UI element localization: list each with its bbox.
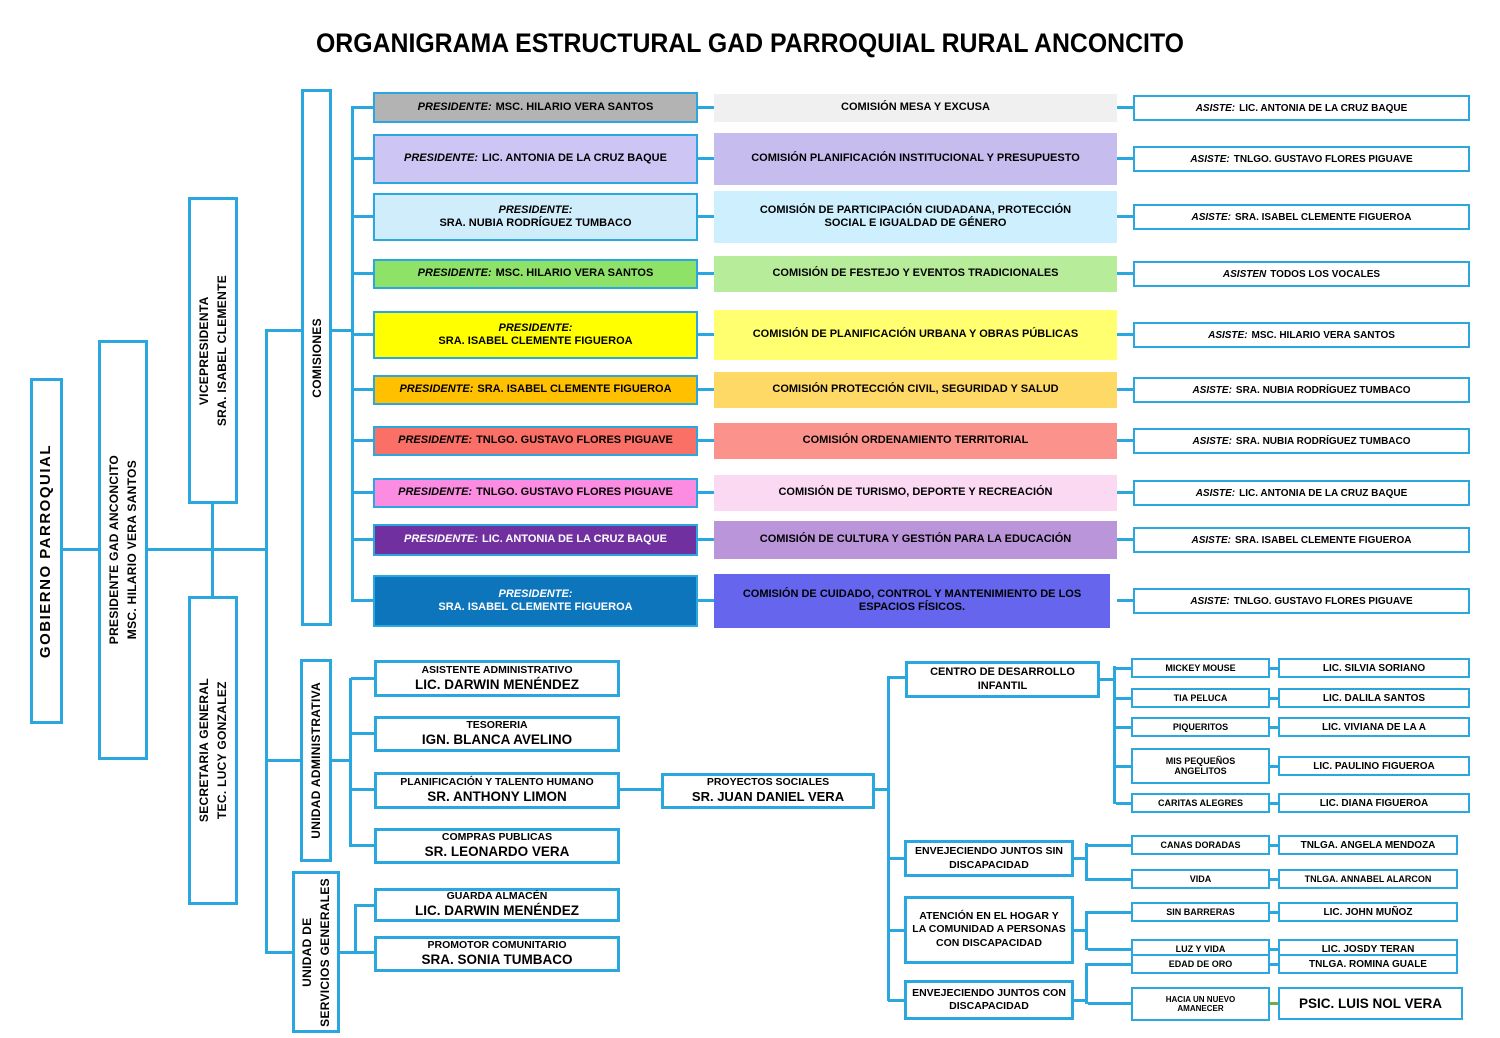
connector-line — [698, 215, 714, 218]
unidad-servicios-box — [292, 871, 340, 1033]
connector-line — [620, 788, 661, 791]
connector-line — [351, 157, 373, 160]
connector-line — [351, 106, 373, 109]
comision-proteccion-civil: COMISIÓN PROTECCIÓN CIVIL, SEGURIDAD Y SALUD — [714, 372, 1117, 408]
gobierno-parroquial-label: GOBIERNO PARROQUIAL — [37, 443, 55, 659]
connector-line — [1116, 697, 1131, 700]
presidente-box-turismo: PRESIDENTE: TNLGO. GUSTAVO FLORES PIGUAVE — [373, 478, 698, 508]
connector-line — [351, 788, 374, 791]
connector-line — [1270, 963, 1278, 966]
comision-planificacion-urbana: COMISIÓN DE PLANIFICACIÓN URBANA Y OBRAS PÚBLICAS — [714, 310, 1117, 360]
connector-line — [698, 599, 714, 602]
comision-ordenamiento-territorial: COMISIÓN ORDENAMIENTO TERRITORIAL — [714, 423, 1117, 459]
teacher-viviana-de-la-a: LIC. VIVIANA DE LA A — [1278, 717, 1470, 737]
secretaria-role: SECRETARIA GENERAL — [197, 678, 211, 823]
page-title: ORGANIGRAMA ESTRUCTURAL GAD PARROQUIAL RURAL ANCONCITO — [315, 28, 1185, 58]
connector-line — [1270, 726, 1278, 729]
connector-line — [351, 732, 374, 735]
connector-line — [1117, 388, 1133, 391]
connector-line — [1270, 697, 1278, 700]
connector-line — [1117, 599, 1133, 602]
asiste-box-mesa: ASISTE: LIC. ANTONIA DE LA CRUZ BAQUE — [1133, 95, 1470, 121]
presidente-box-mesa: PRESIDENTE: MSC. HILARIO VERA SANTOS — [373, 92, 698, 123]
presidente-gad-role: PRESIDENTE GAD ANCONCITO — [107, 455, 121, 645]
connector-line — [1117, 215, 1133, 218]
teacher-paulino-figueroa: LIC. PAULINO FIGUEROA — [1278, 756, 1470, 776]
asiste-box-participacion: ASISTE: SRA. ISABEL CLEMENTE FIGUEROA — [1133, 204, 1470, 230]
connector-line — [1117, 333, 1133, 336]
connector-line — [1088, 963, 1131, 966]
program-mickey-mouse: MICKEY MOUSE — [1131, 658, 1270, 678]
unidad-servicios-label-1: UNIDAD DE — [300, 917, 314, 987]
teacher-angela-mendoza: TNLGA. ANGELA MENDOZA — [1278, 835, 1458, 855]
connector-line — [888, 999, 905, 1002]
program-luz-y-vida: LUZ Y VIDA — [1131, 939, 1270, 959]
program-vida: VIDA — [1131, 869, 1270, 889]
connector-line — [698, 272, 714, 275]
hub-envejeciendo-con-discapacidad: ENVEJECIENDO JUNTOS CON DISCAPACIDAD — [904, 980, 1074, 1020]
cell-compras-publicas: COMPRAS PUBLICAS SR. LEONARDO VERA — [374, 828, 620, 864]
connector-line — [267, 329, 301, 332]
presidente-box-urbana: PRESIDENTE: SRA. ISABEL CLEMENTE FIGUEROA — [373, 311, 698, 359]
connector-line — [698, 333, 714, 336]
unidad-administrativa-box — [300, 659, 332, 862]
comision-cultura-gestion: COMISIÓN DE CULTURA Y GESTIÓN PARA LA EDUCACIÓN — [714, 521, 1117, 559]
connector-line — [356, 904, 374, 907]
vicepresidenta-box — [188, 197, 238, 504]
connector-line — [1270, 765, 1278, 768]
hub-atencion-hogar: ATENCIÓN EN EL HOGAR Y LA COMUNIDAD A PERSONAS CON DISCAPACIDAD — [904, 896, 1074, 964]
teacher-diana-figueroa: LIC. DIANA FIGUEROA — [1278, 793, 1470, 813]
connector-line — [351, 388, 373, 391]
presidente-box-cuidado: PRESIDENTE: SRA. ISABEL CLEMENTE FIGUEROA — [373, 575, 698, 627]
connector-line — [351, 491, 373, 494]
program-tia-peluca: TIA PELUCA — [1131, 688, 1270, 708]
connector-line — [887, 676, 890, 1001]
connector-line — [1117, 491, 1133, 494]
connector-line — [63, 548, 267, 551]
connector-line — [1270, 667, 1278, 670]
connector-line — [1100, 678, 1114, 681]
presidente-box-ordenamiento: PRESIDENTE: TNLGO. GUSTAVO FLORES PIGUAVE — [373, 426, 698, 456]
connector-line — [1116, 726, 1131, 729]
program-edad-de-oro: EDAD DE ORO — [1131, 954, 1270, 974]
connector-line — [698, 106, 714, 109]
connector-line — [1074, 929, 1085, 932]
asiste-box-urbana: ASISTE: MSC. HILARIO VERA SANTOS — [1133, 322, 1470, 348]
connector-line — [698, 157, 714, 160]
presidente-box-participacion: PRESIDENTE: SRA. NUBIA RODRÍGUEZ TUMBACO — [373, 193, 698, 241]
program-hacia-un-nuevo-amanecer: HACIA UN NUEVO AMANECER — [1131, 987, 1270, 1021]
hub-envejeciendo-sin-discapacidad: ENVEJECIENDO JUNTOS SIN DISCAPACIDAD — [904, 840, 1074, 877]
comision-festejo-eventos: COMISIÓN DE FESTEJO Y EVENTOS TRADICIONALES — [714, 256, 1117, 292]
connector-line — [888, 676, 905, 679]
connector-line — [888, 857, 905, 860]
connector-line — [351, 677, 374, 680]
hub-centro-desarrollo-infantil: CENTRO DE DESARROLLO INFANTIL — [905, 661, 1100, 698]
connector-line — [1270, 948, 1278, 951]
connector-line — [354, 904, 357, 954]
program-sin-barreras: SIN BARRERAS — [1131, 902, 1270, 922]
cell-asistente-administrativo: ASISTENTE ADMINISTRATIVO LIC. DARWIN MENÉNDEZ — [374, 660, 620, 697]
connector-line — [1088, 878, 1131, 881]
presidente-box-proteccion: PRESIDENTE: SRA. ISABEL CLEMENTE FIGUEROA — [373, 375, 698, 405]
connector-line — [1113, 666, 1116, 804]
presidente-box-festejo: PRESIDENTE: MSC. HILARIO VERA SANTOS — [373, 259, 698, 289]
connector-line — [351, 106, 354, 602]
connector-line — [1116, 667, 1131, 670]
connector-line — [1270, 911, 1278, 914]
comision-turismo-deporte: COMISIÓN DE TURISMO, DEPORTE Y RECREACIÓN — [714, 475, 1117, 511]
connector-line — [1270, 878, 1278, 881]
comision-mesa-excusa: COMISIÓN MESA Y EXCUSA — [714, 94, 1117, 122]
cell-proyectos-sociales: PROYECTOS SOCIALES SR. JUAN DANIEL VERA — [661, 773, 875, 809]
vicepresidenta-role: VICEPRESIDENTA — [197, 296, 211, 405]
connector-line — [698, 388, 714, 391]
teacher-romina-guale: TNLGA. ROMINA GUALE — [1278, 954, 1458, 974]
connector-line — [1117, 106, 1133, 109]
asiste-box-festejo: ASISTEN TODOS LOS VOCALES — [1133, 261, 1470, 287]
teacher-john-munoz: LIC. JOHN MUÑOZ — [1278, 902, 1458, 922]
connector-line — [1088, 844, 1131, 847]
comision-cuidado-espacios: COMISIÓN DE CUIDADO, CONTROL Y MANTENIMIENTO DE LOS ESPACIOS FÍSICOS. — [714, 574, 1110, 628]
connector-line — [351, 272, 373, 275]
connector-line — [332, 329, 351, 332]
secretaria-name: TEC. LUCY GONZALEZ — [215, 681, 229, 820]
connector-line — [1270, 844, 1278, 847]
asiste-box-cultura: ASISTE: SRA. ISABEL CLEMENTE FIGUEROA — [1133, 527, 1470, 553]
connector-line — [1088, 1002, 1131, 1005]
connector-line — [211, 504, 214, 596]
asiste-box-turismo: ASISTE: LIC. ANTONIA DE LA CRUZ BAQUE — [1133, 480, 1470, 506]
teacher-luis-nol-vera: PSIC. LUIS NOL VERA — [1278, 987, 1463, 1020]
presidente-gad-box — [98, 340, 148, 760]
connector-line — [1085, 911, 1088, 950]
connector-line — [267, 951, 292, 954]
asiste-box-proteccion: ASISTE: SRA. NUBIA RODRÍGUEZ TUMBACO — [1133, 377, 1470, 403]
asiste-box-planificacion: ASISTE: TNLGO. GUSTAVO FLORES PIGUAVE — [1133, 146, 1470, 172]
comision-participacion-ciudadana: COMISIÓN DE PARTICIPACIÓN CIUDADANA, PROTECCIÓN SOCIAL E IGUALDAD DE GÉNERO — [714, 191, 1117, 243]
cell-planificacion-talento: PLANIFICACIÓN Y TALENTO HUMANO SR. ANTHONY LIMON — [374, 772, 620, 809]
comision-planificacion-institucional: COMISIÓN PLANIFICACIÓN INSTITUCIONAL Y PRESUPUESTO — [714, 133, 1117, 185]
connector-line — [1117, 538, 1133, 541]
connector-line — [1117, 157, 1133, 160]
unidad-administrativa-label: UNIDAD ADMINISTRATIVA — [309, 682, 323, 839]
connector-line — [1116, 765, 1131, 768]
presidente-box-cultura: PRESIDENTE: LIC. ANTONIA DE LA CRUZ BAQUE — [373, 524, 698, 556]
connector-line — [1085, 963, 1088, 1004]
connector-line — [349, 678, 352, 847]
secretaria-general-box — [188, 596, 238, 905]
presidente-gad-name: MSC. HILARIO VERA SANTOS — [125, 460, 139, 640]
connector-line — [698, 439, 714, 442]
connector-line — [698, 491, 714, 494]
program-canas-doradas: CANAS DORADAS — [1131, 835, 1270, 855]
teacher-annabel-alarcon: TNLGA. ANNABEL ALARCON — [1278, 869, 1458, 889]
connector-line — [351, 333, 373, 336]
cell-promotor-comunitario: PROMOTOR COMUNITARIO SRA. SONIA TUMBACO — [374, 936, 620, 972]
comisiones-box — [301, 89, 332, 626]
connector-line — [351, 844, 374, 847]
connector-line — [1116, 802, 1131, 805]
connector-line — [1117, 439, 1133, 442]
connector-line — [1088, 948, 1131, 951]
cell-guarda-almacen: GUARDA ALMACÉN LIC. DARWIN MENÉNDEZ — [374, 888, 620, 922]
connector-line — [1117, 272, 1133, 275]
connector-line — [351, 215, 373, 218]
connector-line — [1074, 999, 1085, 1002]
comisiones-label: COMISIONES — [309, 317, 324, 398]
connector-line — [1085, 843, 1088, 881]
vicepresidenta-name: SRA. ISABEL CLEMENTE — [215, 274, 229, 427]
cell-tesoreria: TESORERIA IGN. BLANCA AVELINO — [374, 716, 620, 752]
unidad-servicios-label-2: SERVICIOS GENERALES — [318, 877, 332, 1027]
teacher-josdy-teran: LIC. JOSDY TERAN — [1278, 939, 1458, 959]
teacher-dalila-santos: LIC. DALILA SANTOS — [1278, 688, 1470, 708]
presidente-box-planificacion: PRESIDENTE: LIC. ANTONIA DE LA CRUZ BAQUE — [373, 134, 698, 184]
connector-line — [698, 538, 714, 541]
asiste-box-cuidado: ASISTE: TNLGO. GUSTAVO FLORES PIGUAVE — [1133, 588, 1470, 614]
connector-line — [351, 599, 373, 602]
connector-line — [1088, 911, 1131, 914]
connector-line-green — [1270, 1002, 1278, 1005]
connector-line — [1270, 802, 1278, 805]
connector-line — [351, 439, 373, 442]
program-mis-pequenos-angelitos: MIS PEQUEÑOS ANGELITOS — [1131, 748, 1270, 784]
program-piqueritos: PIQUERITOS — [1131, 717, 1270, 737]
connector-line — [1074, 857, 1085, 860]
program-caritas-alegres: CARITAS ALEGRES — [1131, 793, 1270, 813]
connector-line — [351, 538, 373, 541]
connector-line — [267, 759, 300, 762]
connector-line — [265, 329, 268, 954]
teacher-silvia-soriano: LIC. SILVIA SORIANO — [1278, 658, 1470, 678]
asiste-box-ordenamiento: ASISTE: SRA. NUBIA RODRÍGUEZ TUMBACO — [1133, 428, 1470, 454]
gobierno-parroquial-box — [30, 378, 63, 724]
connector-line — [340, 951, 374, 954]
connector-line — [888, 929, 905, 932]
